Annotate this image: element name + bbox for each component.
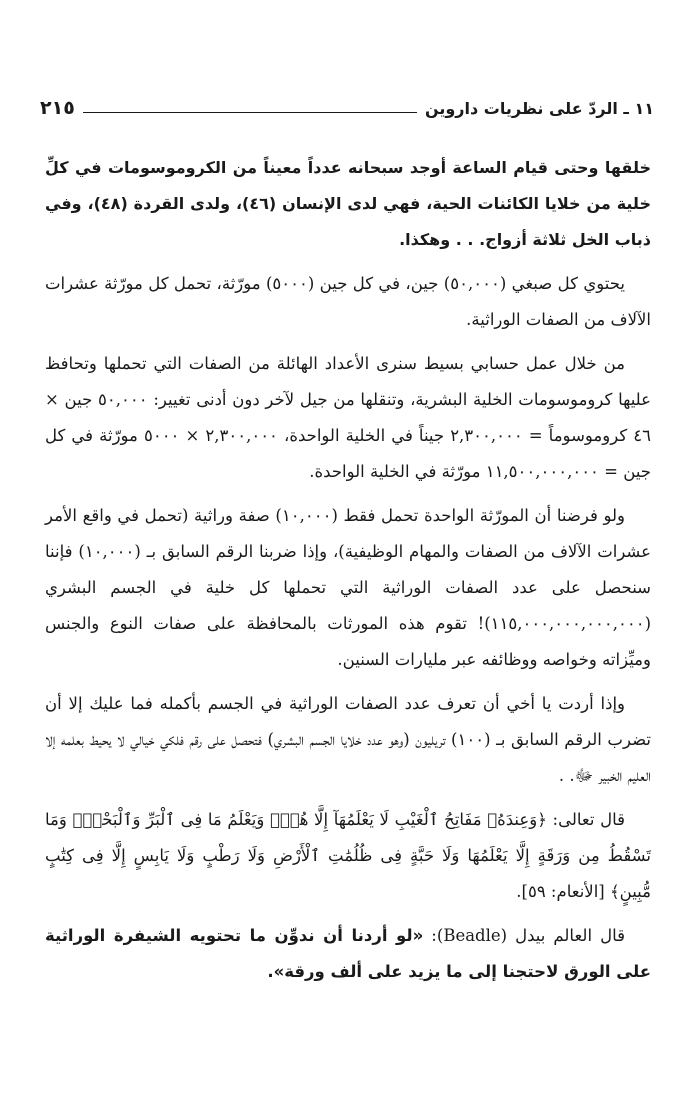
running-title: ١١ ـ الردّ على نظريات داروين <box>424 99 654 118</box>
page-body <box>45 150 651 998</box>
paragraph-7-beadle-quote <box>45 918 651 990</box>
header-rule <box>83 112 417 113</box>
paragraph-3: من خلال عمل حسابي بسيط سنرى الأعداد الهائلة من الصفات التي تحملها وتحافظ عليها كروموسومات الخلية البشرية، وتنقلها من جيل لآخر دون أدنى تغيير: ٥٠,٠٠٠ جين × ٤٦ كروموسوماً = ٢,٣٠٠,٠٠٠ جيناً في الخلية الواحدة، ٢,٣٠٠,٠٠٠ × ٥٠٠٠ مورّثة في كل جين = ١١,٥٠٠,٠٠٠,٠٠٠ مورّثة في الخلية الواحدة. <box>45 354 651 481</box>
quran-verse: ﴿وَعِندَهُۥ مَفَاتِحُ ٱلْغَيْبِ لَا يَعْلَمُهَآ إِلَّا هُوَۚ وَيَعْلَمُ مَا فِى ٱلْبَرِّ وَٱلْبَحْرِۚ وَمَا تَسْقُطُ مِن وَرَقَةٍ إِلَّا يَعْلَمُهَا وَلَا حَبَّةٍ فِى ظُلُمَٰتِ ٱلْأَرْضِ وَلَا رَطْبٍ وَلَا يَابِسٍ إِلَّا فِى كِتَٰبٍ مُّبِينٍ﴾ <box>45 810 651 901</box>
paragraph-5: وإذا أردت يا أخي أن تعرف عدد الصفات الوراثية في الجسم بأكمله فما عليك إلا أن تضرب الرقم السابق بـ (١٠٠) تريليون (وهو عدد خلايا الجسم البشري) فتحصل على رقم فلكي خيالي لا يحيط بعلمه إلا العليم الخبير ﷻ. . <box>45 694 651 785</box>
beadle-intro: قال العالم بيدل (Beadle): <box>423 926 625 945</box>
paragraph-4: ولو فرضنا أن المورّثة الواحدة تحمل فقط (١٠,٠٠٠) صفة وراثية (تحمل في واقع الأمر عشرات الآلاف من الصفات والمهام الوظيفية)، وإذا ضربنا الرقم السابق بـ (١٠,٠٠٠) فإننا سنحصل على عدد الصفات الوراثية التي تحملها كل خلية في الجسم البشري (١١٥,٠٠٠,٠٠٠,٠٠٠,٠٠٠)! تقوم هذه المورثات بالمحافظة على صفات النوع والجنس وميِّزاته وخواصه ووظائفه عبر مليارات السنين. <box>45 506 651 669</box>
paragraph-1: خلقها وحتى قيام الساعة أوجد سبحانه عدداً معيناً من الكروموسومات في كلِّ خلية من خلايا الكائنات الحية، فهي لدى الإنسان (٤٦)، ولدى القردة (٤٨)، وفي ذباب الخل ثلاثة أزواج. . . وهكذا. <box>45 158 651 249</box>
page-header <box>40 86 654 120</box>
paragraph-6-quran-citation <box>45 802 651 910</box>
paragraph-2: يحتوي كل صبغي (٥٠,٠٠٠) جين، في كل جين (٥٠٠٠) مورّثة، تحمل كل مورّثة عشرات الآلاف من الصفات الوراثية. <box>45 274 651 329</box>
page-number: ٢١٥ <box>40 97 75 119</box>
quran-reference: [الأنعام: ٥٩]. <box>516 882 610 901</box>
beadle-quote: «لو أردنا أن ندوِّن ما تحتويه الشيفرة الوراثية على الورق لاحتجنا إلى ما يزيد على ألف ورقة». <box>45 926 651 981</box>
quran-intro: قال تعالى: <box>546 810 626 829</box>
